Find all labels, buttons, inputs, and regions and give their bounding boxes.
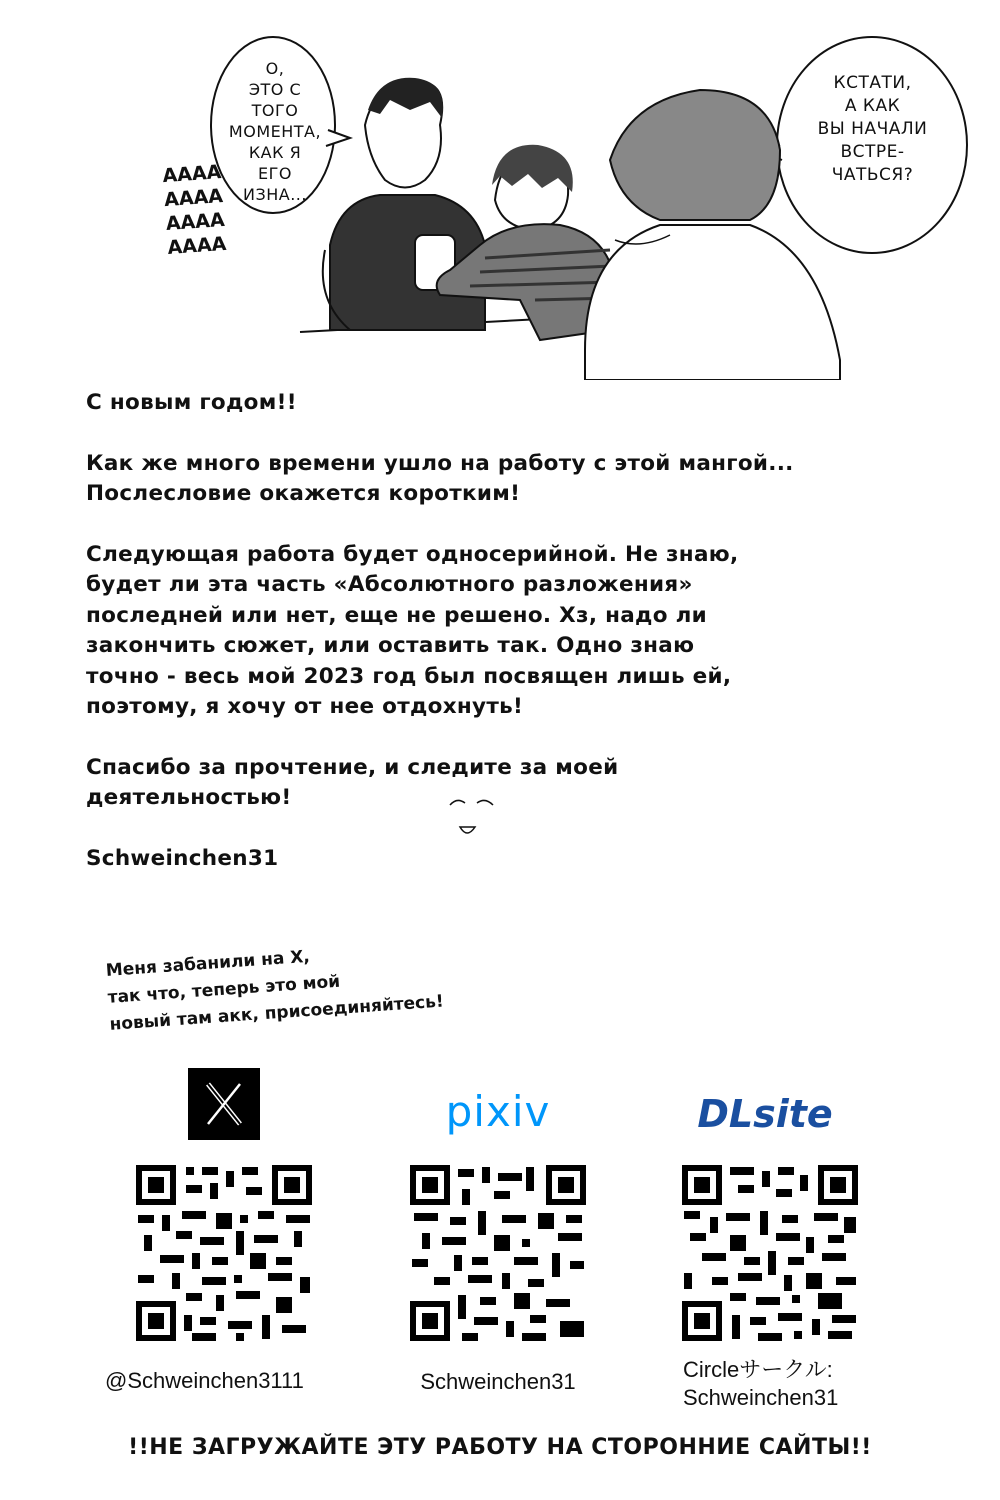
x-logo-icon[interactable]	[188, 1068, 260, 1140]
x-qr-code[interactable]	[136, 1165, 312, 1341]
ban-note: Меня забанили на X, так что, теперь это мой новый там акк, присоединяйтесь!	[105, 946, 445, 1035]
pixiv-handle[interactable]: Schweinchen31	[420, 1369, 576, 1394]
x-handle[interactable]: @Schweinchen3111	[105, 1368, 304, 1393]
greeting: С новым годом!!	[86, 390, 297, 415]
speech-bubble-right: КСТАТИ, А КАК ВЫ НАЧАЛИ ВСТРЕ- ЧАТЬСЯ?	[817, 73, 928, 185]
afterword-paragraph-3: Спасибо за прочтение, и следите за моей деятельностью!	[86, 754, 619, 810]
dlsite-qr-code[interactable]	[682, 1165, 858, 1341]
scream-text: АААА АААА АААА АААА	[161, 161, 228, 259]
pixiv-qr-code[interactable]	[410, 1165, 586, 1341]
upload-warning: !!НЕ ЗАГРУЖАЙТЕ ЭТУ РАБОТУ НА СТОРОННИЕ САЙТЫ!!	[128, 1435, 872, 1460]
author-signature: Schweinchen31	[86, 845, 279, 871]
afterword-paragraph-2: Следующая работа будет односерийной. Не знаю, будет ли эта часть «Абсолютного разложения» последней или нет, еще не решено. Хз, надо ли закончить сюжет, или оставить так. Одно знаю точно - весь мой 2023 год был посвящен лишь ей, поэтому, я хочу от нее отдохнуть!	[86, 541, 739, 719]
afterword-paragraph-1: Как же много времени ушло на работу с этой мангой... Послесловие окажется коротким!	[86, 450, 794, 506]
smiley-doodle-icon	[445, 795, 505, 845]
dlsite-logo[interactable]: DLsite	[697, 1092, 833, 1136]
afterword	[86, 388, 926, 874]
pixiv-logo[interactable]: pixiv	[445, 1087, 551, 1136]
manga-illustration	[140, 30, 980, 380]
speech-bubble-left: О, ЭТО С ТОГО МОМЕНТА, КАК Я ЕГО ИЗНА...	[228, 59, 322, 204]
dlsite-handle[interactable]: Circleサークル: Schweinchen31	[683, 1357, 839, 1410]
